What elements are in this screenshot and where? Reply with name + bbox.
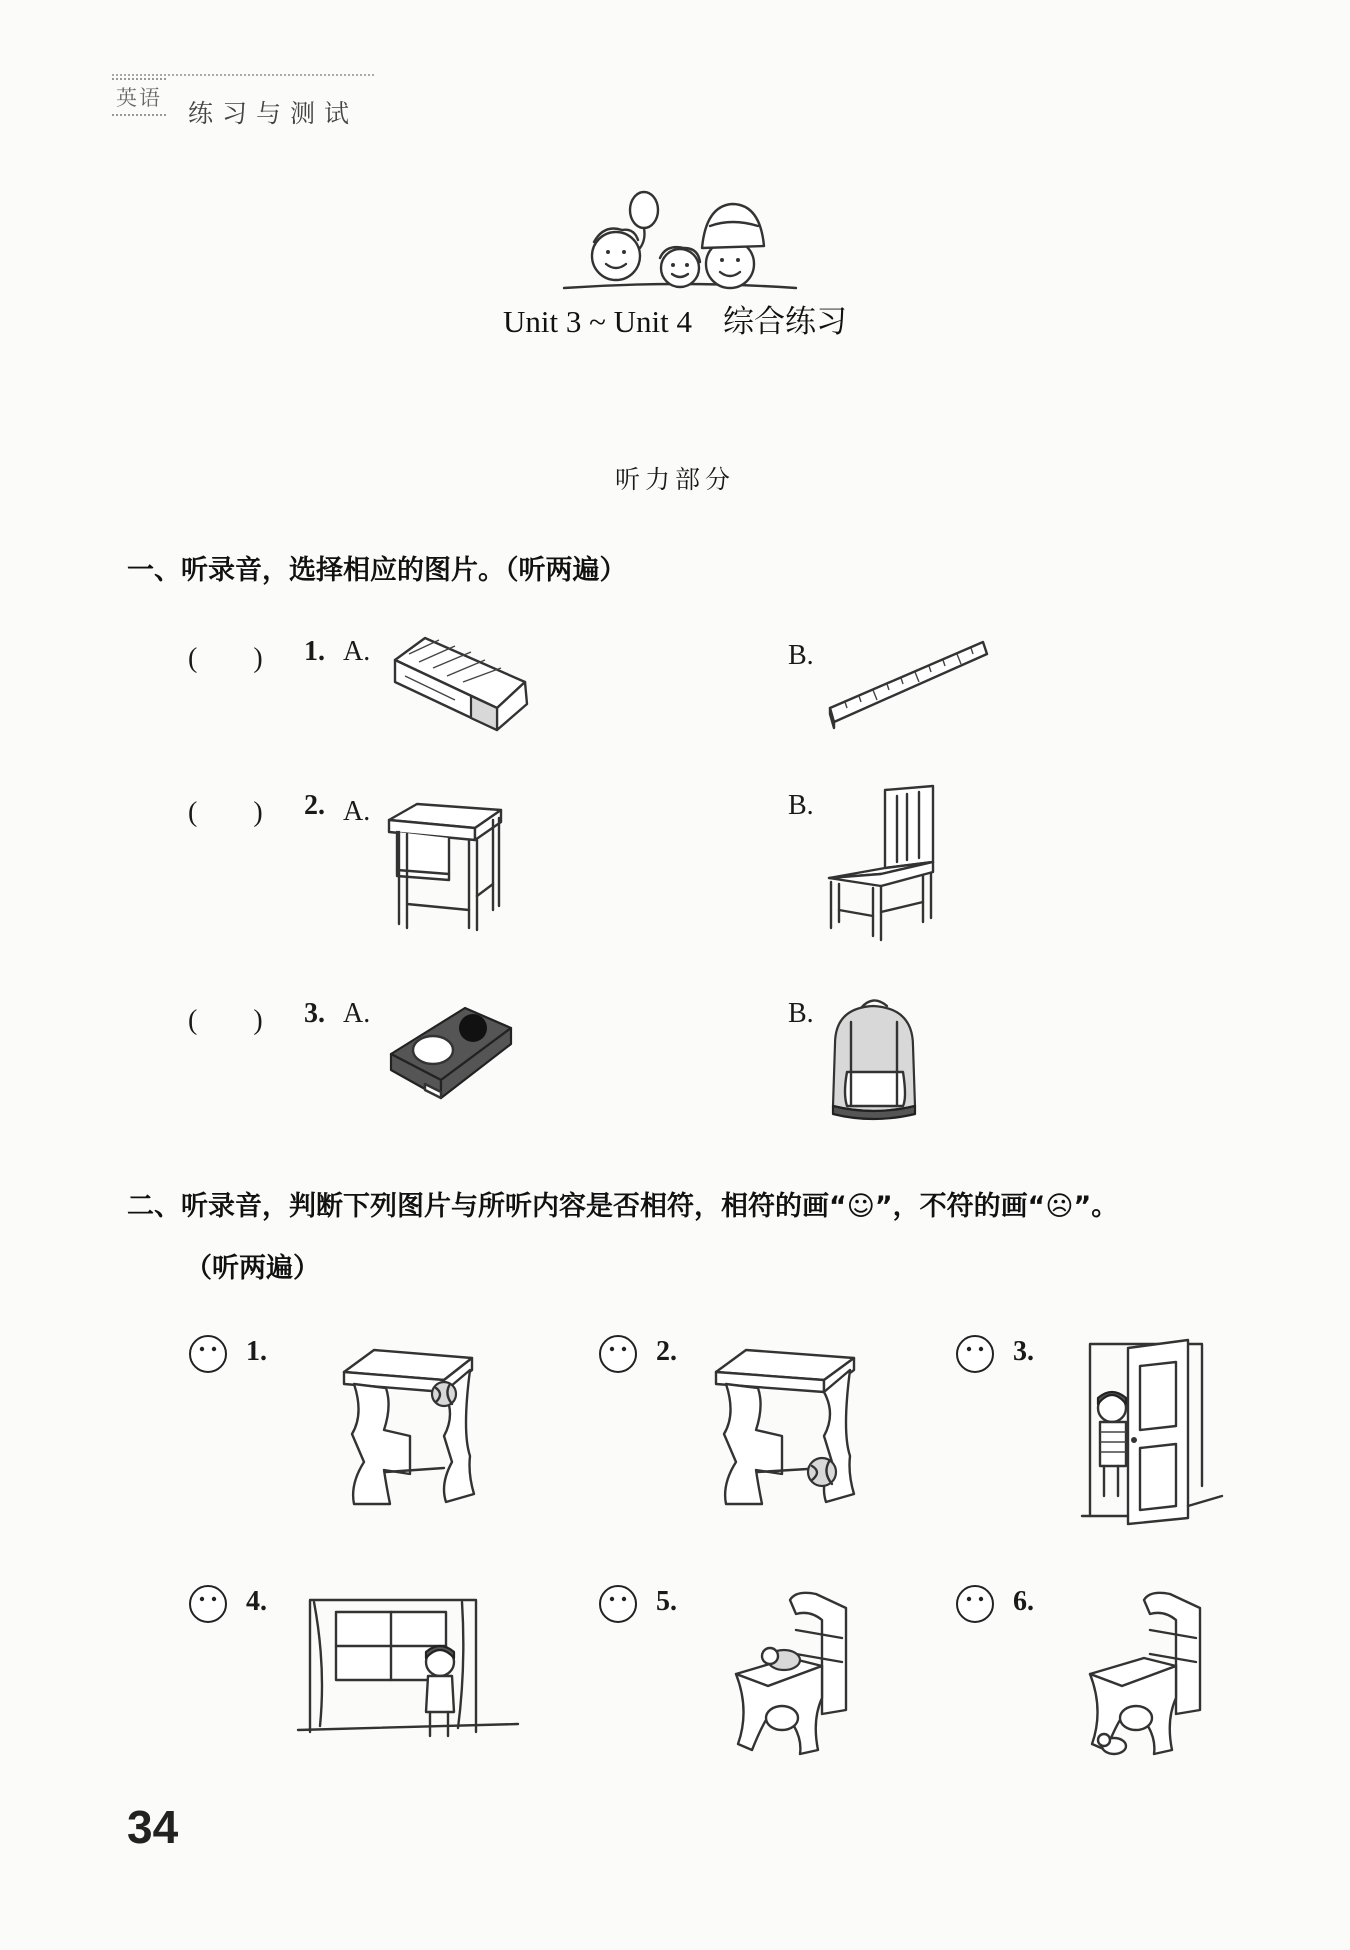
part1-heading: 一、听录音，选择相应的图片。（听两遍） xyxy=(127,555,627,586)
kids-illustration-icon xyxy=(560,188,800,298)
backpack-icon[interactable] xyxy=(825,994,925,1124)
header-title: 练习与测试 xyxy=(188,99,359,128)
desk-ball-inside-icon[interactable] xyxy=(340,1344,480,1514)
face-answer-circle[interactable] xyxy=(188,1334,228,1374)
question-number: 6. xyxy=(1013,1586,1034,1617)
answer-blank[interactable]: ( ) xyxy=(188,797,263,828)
question-number: 2. xyxy=(656,1336,677,1367)
unit-title: Unit 3 ~ Unit 4 综合练习 xyxy=(503,304,847,339)
boy-behind-door-icon[interactable] xyxy=(1078,1336,1228,1536)
option-a-label: A. xyxy=(343,636,371,667)
chair-cat-on-icon[interactable] xyxy=(730,1590,860,1760)
eraser-icon[interactable] xyxy=(385,630,535,735)
option-b-label: B. xyxy=(788,640,814,671)
ruler-icon[interactable] xyxy=(825,638,990,733)
question-number: 1. xyxy=(246,1336,267,1367)
question-number: 1. xyxy=(304,636,325,667)
question-number: 3. xyxy=(304,998,325,1029)
option-b-label: B. xyxy=(788,790,814,821)
question-number: 5. xyxy=(656,1586,677,1617)
header-subject: 英语 xyxy=(112,78,166,116)
part2-heading-cont: （听两遍） xyxy=(185,1253,320,1284)
question-number: 2. xyxy=(304,790,325,821)
question-number: 4. xyxy=(246,1586,267,1617)
pencil-box-icon[interactable] xyxy=(385,1000,515,1110)
desk-icon[interactable] xyxy=(385,800,505,935)
face-answer-circle[interactable] xyxy=(598,1334,638,1374)
header-rule xyxy=(112,74,374,76)
face-answer-circle[interactable] xyxy=(955,1334,995,1374)
question-number: 3. xyxy=(1013,1336,1034,1367)
face-answer-circle[interactable] xyxy=(188,1584,228,1624)
part2-heading: 二、听录音，判断下列图片与所听内容是否相符，相符的画“☺”，不符的画“☹”。 xyxy=(127,1191,1119,1222)
option-a-label: A. xyxy=(343,998,371,1029)
answer-blank[interactable]: ( ) xyxy=(188,1005,263,1036)
page-number: 34 xyxy=(127,1801,179,1853)
answer-blank[interactable]: ( ) xyxy=(188,643,263,674)
option-a-label: A. xyxy=(343,796,371,827)
desk-ball-under-icon[interactable] xyxy=(712,1344,862,1514)
face-answer-circle[interactable] xyxy=(598,1584,638,1624)
boy-by-window-icon[interactable] xyxy=(296,1596,521,1746)
option-b-label: B. xyxy=(788,998,814,1029)
section-title: 听力部分 xyxy=(614,465,735,494)
chair-cat-under-icon[interactable] xyxy=(1084,1590,1214,1760)
face-answer-circle[interactable] xyxy=(955,1584,995,1624)
chair-icon[interactable] xyxy=(825,782,940,942)
